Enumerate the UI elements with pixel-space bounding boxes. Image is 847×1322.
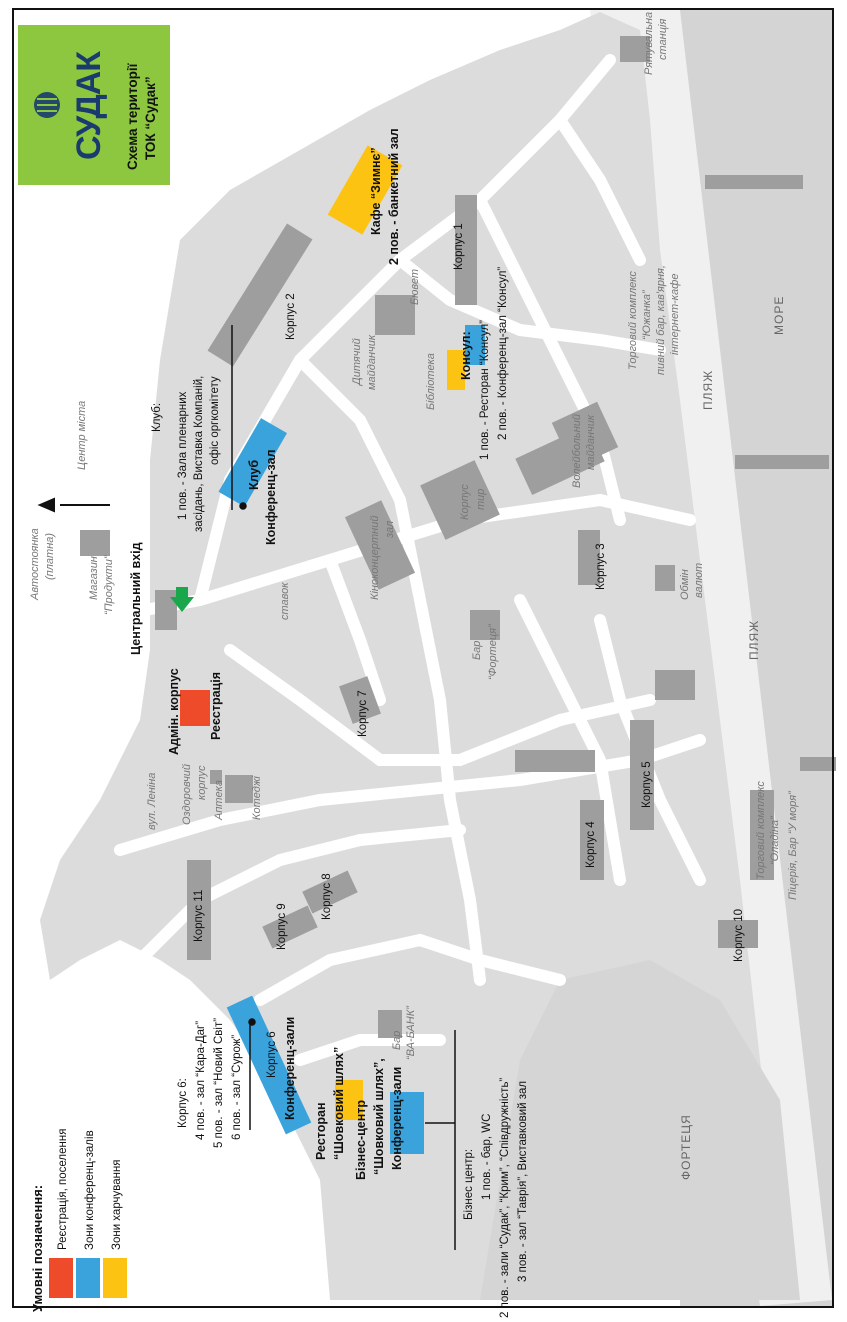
label-yuzhanka-2: “Южанка” [641,290,653,340]
label-fortress: ФОРТЕЦЯ [679,1114,693,1180]
label-oladina-2: “Оладіна” [769,816,781,865]
building-beach3 [800,757,836,771]
label-parking-2: (платна) [44,532,56,580]
label-shop: Магазин [88,556,100,600]
note-club-line: 1 пов. - Зала пленарних [177,391,189,520]
label-k1: Корпус 1 [453,223,465,270]
note-cafe-line: Кафе “Зимнє” [369,147,383,235]
label-cottages: Котеджі [251,776,263,820]
brand-title-line2: ТОК “Судак” [143,76,158,160]
label-silk-bc-halls: Конференц-зали [390,1066,404,1170]
note-club-line: офіс оргкомітету [209,376,221,465]
label-k6: Корпус 6 [266,1031,278,1078]
label-cinema: Кіноконцертний [369,515,381,600]
note-bc-line: 1 пов. - бар, WC [481,1113,493,1200]
label-exchange-2: валют [693,562,705,598]
label-silk-bc: Бізнес-центр [354,1099,368,1180]
label-cinema-2: зал [384,520,396,538]
label-k9: Корпус 9 [276,903,288,950]
logo-icon [34,92,60,118]
note-k6-line: Корпус 6: [177,1078,189,1128]
label-rescue-2: станція [657,18,669,60]
note-bc-line: Бізнес центр: [463,1148,475,1220]
label-bar-fortress: Бар [471,640,483,660]
city-arrow-icon [40,499,110,511]
building-beach1 [705,175,803,189]
label-pharmacy: Аптека [213,780,225,820]
building-beach2 [735,455,829,469]
label-k3: Корпус 3 [595,543,607,590]
label-city-center: Центр міста [76,400,88,470]
label-beach-north: ПЛЯЖ [701,369,715,410]
label-club: Клуб [247,459,261,490]
label-oladina: Торговий комплекс [755,781,767,880]
label-silk-restaurant: Ресторан [314,1102,328,1160]
label-buffet: Бювет [409,268,421,305]
label-silk-restaurant-name: “Шовковий шлях” [332,1046,346,1160]
label-oladina-3: Піцерія, Бар “У моря” [787,791,799,900]
logo-text: СУДАК [70,51,108,160]
note-consul-line: 1 пов. - Ресторан “Консул” [479,320,491,460]
label-k7: Корпус 7 [357,690,369,737]
label-yuzhanka-3: пивний бар, кав'ярня, [655,265,667,375]
label-registration: Реєстрація [209,672,223,740]
label-library: Бібліотека [425,353,437,410]
label-yuzhanka: Торговий комплекс [627,271,639,370]
label-parking: Автостоянка [29,528,41,600]
label-children-2: майданчик [366,334,378,390]
building-entrance [155,590,177,630]
label-shooting: Корпус [459,484,471,520]
label-sea: МОРЕ [772,295,786,335]
label-health: Оздоровчий [181,763,193,825]
note-korpus6 [177,1018,243,1148]
note-club-line: Клуб: [151,402,163,432]
building-south [655,670,695,700]
legend-label-registration: Реєстрація, поселення [57,1128,69,1250]
label-k5: Корпус 5 [641,761,653,808]
label-bar-fortress-2: “Фортеця” [487,624,499,680]
note-k6-line: 6 пов. - зал “Сурож” [231,1034,243,1140]
building-exchange [655,565,675,591]
label-k8: Корпус 8 [321,873,333,920]
note-consul-line: 2 пов. - Конференц-зал “Консул” [497,266,509,440]
label-shop-2: “Продукти” [103,555,115,615]
label-lenin: вул. Леніна [146,772,158,830]
label-volleyball: Волейбольний [571,414,583,488]
label-vabank: Бар [391,1030,403,1050]
label-yuzhanka-4: інтернет-кафе [669,273,681,355]
label-entrance: Центральний вхід [129,542,143,655]
label-exchange: Обмін [679,569,691,600]
label-k6-halls: Конференц-зали [283,1016,297,1120]
label-admin: Адмін. корпус [167,668,181,755]
legend-label-conference: Зони конференц-залів [84,1130,96,1250]
note-k6-line: 5 пов. - зал “Новий Світ” [213,1017,225,1148]
label-club-hall: Конференц-зал [264,449,278,545]
note-club-line: засідань, Виставка Компаній, [193,375,205,532]
legend-swatch-registration [49,1258,73,1298]
brand-box [18,25,170,185]
building-k4b [515,750,595,772]
label-health-2: корпус [196,765,208,800]
note-bc-line: 3 пов. - зал “Таврія”, Виставковий зал [517,1080,529,1282]
zone-registration [180,690,210,726]
note-bc-line: 2 пов. - зали “Судак”, “Крим”, “Співдружність” [499,1077,511,1318]
note-consul-tag: Консул: [459,331,473,380]
note-cafe-line: 2 пов. - банкетний зал [387,128,401,265]
label-silk-bc-name: “Шовковий шлях”, [372,1058,386,1175]
legend-label-catering: Зони харчування [111,1159,123,1250]
legend [30,1129,127,1312]
label-k2: Корпус 2 [285,293,297,340]
building-shop [80,530,110,556]
brand-title-line1: Схема території [125,63,140,170]
legend-title: Умовні позначення: [30,1184,45,1312]
label-children: Дитячий [351,338,363,385]
label-k4: Корпус 4 [585,821,597,868]
note-k6-line: 4 пов. - зал “Кара-Даг” [195,1020,207,1140]
label-beach-south: ПЛЯЖ [747,619,761,660]
label-k11: Корпус 11 [193,889,205,942]
building-cottages [225,775,253,803]
legend-swatch-conference [76,1258,100,1298]
label-k10: Корпус 10 [733,908,745,962]
label-pond: ставок [279,582,291,620]
label-volleyball-2: майданчик [585,414,597,470]
legend-swatch-catering [103,1258,127,1298]
label-vabank-2: “ВА-БАНК” [405,1006,417,1060]
label-shooting-2: тир [475,488,487,510]
label-rescue: Рятувальна [643,11,655,75]
